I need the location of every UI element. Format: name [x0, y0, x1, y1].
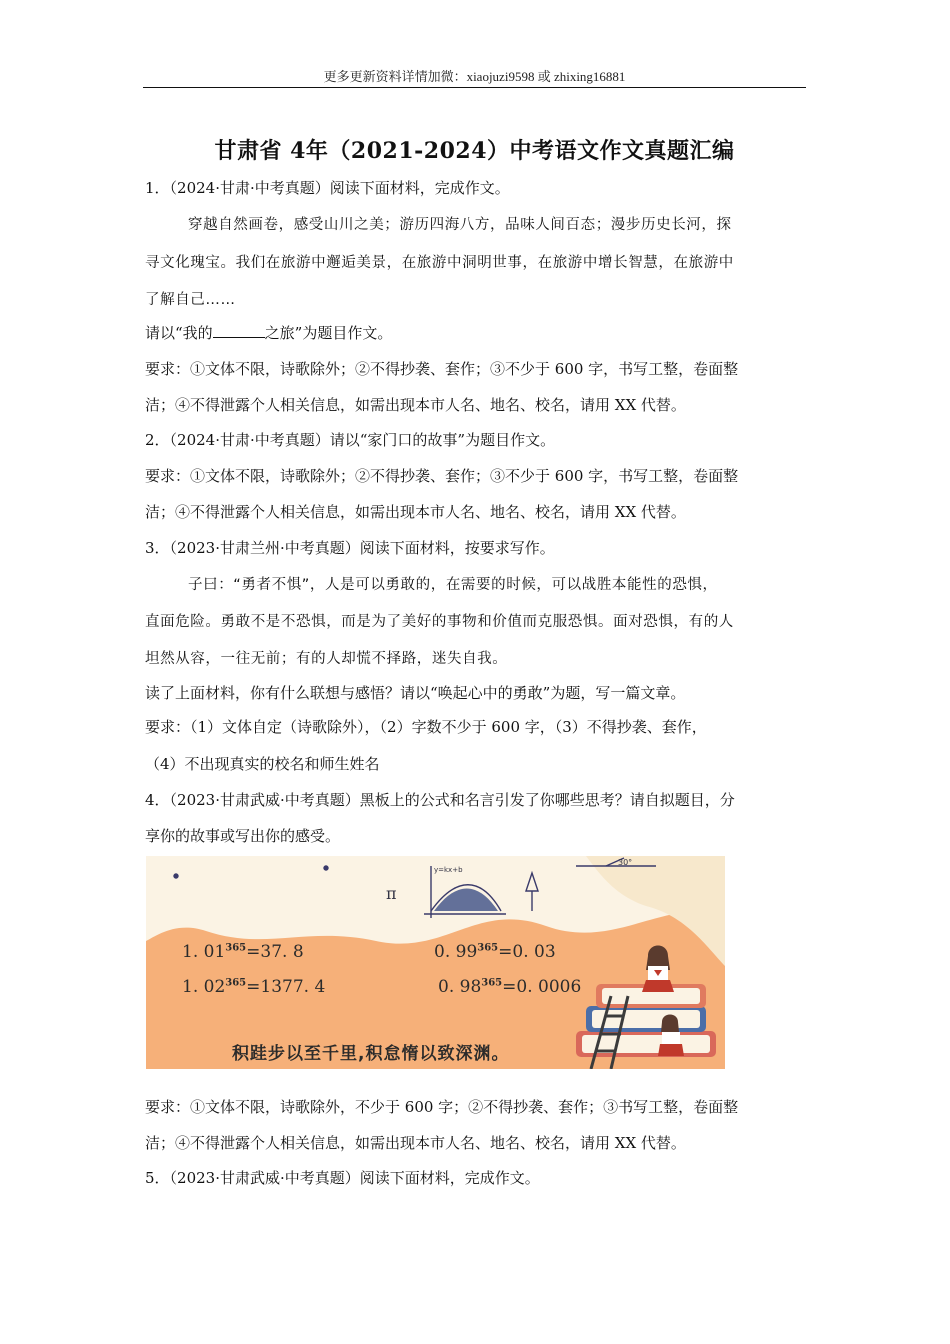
students-on-books-illustration [566, 936, 725, 1069]
page-header: 更多更新资料详情加微：xiaojuzi9598 或 zhixing16881 [323, 69, 626, 84]
q3-requirement-line: 要求：（1）文体自定（诗歌除外），（2）字数不少于 600 字，（3）不得抄袭、套作， [145, 718, 707, 736]
q4-head-line: 享你的故事或写出你的感受。 [145, 827, 341, 845]
equation-sketch: y=kx+b [434, 866, 463, 874]
q1-prompt-before: 请以“我的 [145, 324, 213, 342]
q1-head: 1．（2024·甘肃·中考真题）阅读下面材料，完成作文。 [145, 179, 510, 197]
q1-material-line: 穿越自然画卷，感受山川之美；游历四海八方，品味人间百态；漫步历史长河，探 [188, 217, 732, 233]
q1-prompt-after: 之旅”为题目作文。 [264, 324, 393, 342]
angle-label: 30° [618, 858, 633, 867]
q4-requirement-line: 要求：①文体不限，诗歌除外，不少于 600 字；②不得抄袭、套作；③书写工整，卷面整 [145, 1098, 739, 1116]
q5-head: 5．（2023·甘肃武威·中考真题）阅读下面材料，完成作文。 [145, 1169, 540, 1187]
formula-4: 0. $98^{365}=0$. 0006 [438, 977, 582, 997]
q1-material-line: 了解自己…… [145, 292, 236, 308]
fill-in-blank [213, 323, 265, 338]
pi-symbol: π [386, 884, 397, 903]
q3-material-line: 子曰：“勇者不惧”，人是可以勇敢的，在需要的时候，可以战胜本能性的恐惧， [188, 577, 718, 593]
q3-material-line: 坦然从容，一往无前；有的人却慌不择路，迷失自我。 [145, 651, 508, 667]
q1-material-line: 寻文化瑰宝。我们在旅游中邂逅美景，在旅游中洞明世事，在旅游中增长智慧，在旅游中 [145, 255, 734, 271]
formula-1: 1. $01^{365}=37$. 8 [182, 942, 304, 962]
blackboard-illustration [146, 856, 725, 1069]
q2-head: 2．（2024·甘肃·中考真题）请以“家门口的故事”为题目作文。 [145, 431, 556, 449]
q1-requirement-line: 要求：①文体不限，诗歌除外；②不得抄袭、套作；③不少于 600 字，书写工整，卷面整 [145, 360, 739, 378]
q3-material-line: 直面危险。勇敢不是不恐惧，而是为了美好的事物和价值而克服恐惧。面对恐惧，有的人 [145, 614, 734, 630]
q4-head-line: 4．（2023·甘肃武威·中考真题）黑板上的公式和名言引发了你哪些思考？请自拟题目，分 [145, 791, 735, 809]
formula-2: 1. $02^{365}=1377$. 4 [182, 977, 326, 997]
q3-prompt: 读了上面材料，你有什么联想与感悟？请以“唤起心中的勇敢”为题，写一篇文章。 [145, 684, 686, 702]
q3-head: 3．（2023·甘肃兰州·中考真题）阅读下面材料，按要求写作。 [145, 539, 555, 557]
q4-requirement-line: 洁；④不得泄露个人相关信息，如需出现本市人名、地名、校名，请用 XX 代替。 [145, 1134, 686, 1152]
q1-prompt [145, 322, 392, 343]
q3-requirement-line: （4）不出现真实的校名和师生姓名 [145, 755, 380, 773]
motto-banner: 积跬步以至千里,积怠惰以致深渊。 [232, 1044, 510, 1064]
q1-requirement-line: 洁；④不得泄露个人相关信息，如需出现本市人名、地名、校名，请用 XX 代替。 [145, 396, 686, 414]
q2-requirement-line: 要求：①文体不限，诗歌除外；②不得抄袭、套作；③不少于 600 字，书写工整，卷面整 [145, 467, 739, 485]
header-divider [143, 87, 806, 88]
formula-3: 0. $99^{365}=0$. 03 [434, 942, 556, 962]
q2-requirement-line: 洁；④不得泄露个人相关信息，如需出现本市人名、地名、校名，请用 XX 代替。 [145, 503, 686, 521]
page-title: 甘肃省 4年（2021-2024）中考语文作文真题汇编 [214, 138, 735, 164]
